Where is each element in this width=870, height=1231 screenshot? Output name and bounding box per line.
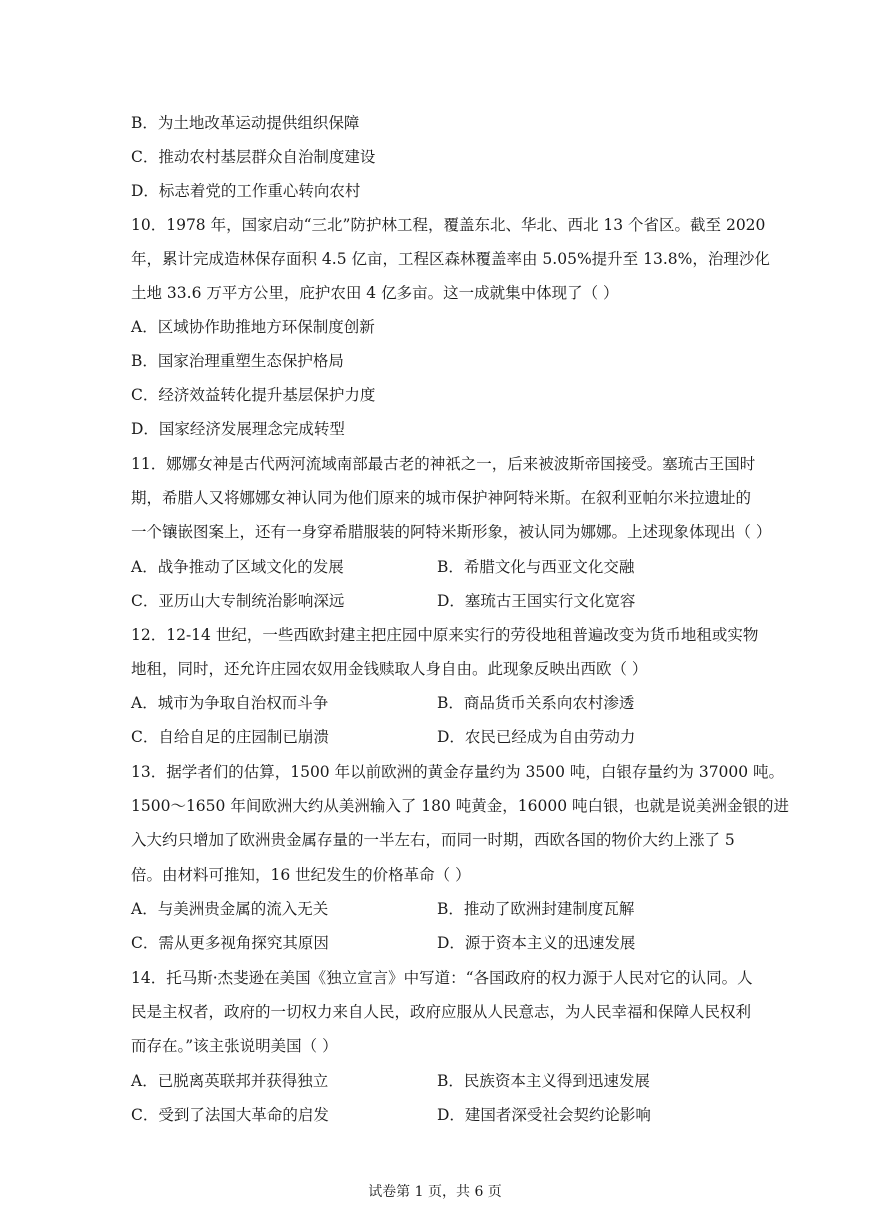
- q11-option-d: D．塞琉古王国实行文化宽容: [437, 592, 636, 610]
- q13-option-d: D．源于资本主义的迅速发展: [437, 934, 636, 952]
- q13-stem-line-2: 1500～1650 年间欧洲大约从美洲输入了 180 吨黄金，16000 吨白银，也就是说美洲金银的进: [131, 797, 789, 815]
- q12-stem-line-2: 地租，同时，还允许庄园农奴用金钱赎取人身自由。此现象反映出西欧（ ）: [131, 660, 648, 678]
- q13-stem-line-3: 入大约只增加了欧洲贵金属存量的一半左右，而同一时期，西欧各国的物价大约上涨了 5: [131, 831, 735, 849]
- q9-option-d: D．标志着党的工作重心转向农村: [131, 182, 361, 200]
- q10-option-d: D．国家经济发展理念完成转型: [131, 420, 345, 438]
- q14-stem-line-2: 民是主权者，政府的一切权力来自人民，政府应服从人民意志，为人民幸福和保障人民权利: [131, 1003, 752, 1021]
- q13-option-b: B．推动了欧洲封建制度瓦解: [437, 900, 635, 918]
- q10-stem-line-1: 10．1978 年，国家启动“三北”防护林工程，覆盖东北、华北、西北 13 个省区。截至 2020: [131, 216, 766, 234]
- q13-option-a: A．与美洲贵金属的流入无关: [131, 900, 329, 918]
- q14-stem-line-3: 而存在。”该主张说明美国（ ）: [131, 1037, 338, 1055]
- q11-option-b: B．希腊文化与西亚文化交融: [437, 558, 635, 576]
- q10-option-a: A．区域协作助推地方环保制度创新: [131, 318, 375, 336]
- q13-option-c: C．需从更多视角探究其原因: [131, 934, 329, 952]
- q13-stem-line-1: 13．据学者们的估算，1500 年以前欧洲的黄金存量约为 3500 吨，白银存量约为 37000 吨。: [131, 763, 785, 781]
- q10-stem-line-3: 土地 33.6 万平方公里，庇护农田 4 亿多亩。这一成就集中体现了（ ）: [131, 284, 619, 302]
- q14-option-c: C．受到了法国大革命的启发: [131, 1106, 329, 1124]
- page-footer: 试卷第 1 页，共 6 页: [368, 1184, 502, 1200]
- q11-stem-line-1: 11．娜娜女神是古代两河流域南部最古老的神祇之一，后来被波斯帝国接受。塞琉古王国时: [131, 455, 756, 473]
- q10-option-c: C．经济效益转化提升基层保护力度: [131, 386, 376, 404]
- q12-option-c: C．自给自足的庄园制已崩溃: [131, 728, 329, 746]
- q12-option-b: B．商品货币关系向农村渗透: [437, 694, 635, 712]
- q10-stem-line-2: 年，累计完成造林保存面积 4.5 亿亩，工程区森林覆盖率由 5.05%提升至 13.8%，治理沙化: [131, 250, 770, 268]
- q12-option-d: D．农民已经成为自由劳动力: [437, 728, 636, 746]
- q14-option-a: A．已脱离英联邦并获得独立: [131, 1072, 329, 1090]
- q10-option-b: B．国家治理重塑生态保护格局: [131, 352, 344, 370]
- q12-stem-line-1: 12．12-14 世纪，一些西欧封建主把庄园中原来实行的劳役地租普遍改变为货币地租或实物: [131, 626, 759, 644]
- q14-option-d: D．建国者深受社会契约论影响: [437, 1106, 651, 1124]
- q12-option-a: A．城市为争取自治权而斗争: [131, 694, 329, 712]
- q14-option-b: B．民族资本主义得到迅速发展: [437, 1072, 650, 1090]
- q13-stem-line-4: 倍。由材料可推知，16 世纪发生的价格革命（ ）: [131, 866, 471, 884]
- q11-option-a: A．战争推动了区域文化的发展: [131, 558, 344, 576]
- q11-stem-line-2: 期，希腊人又将娜娜女神认同为他们原来的城市保护神阿特米斯。在叙利亚帕尔米拉遗址的: [131, 489, 752, 507]
- q11-stem-line-3: 一个镶嵌图案上，还有一身穿希腊服装的阿特米斯形象，被认同为娜娜。上述现象体现出（ ）: [131, 523, 772, 541]
- q14-stem-line-1: 14．托马斯·杰斐逊在美国《独立宣言》中写道：“各国政府的权力源于人民对它的认同。人: [131, 969, 753, 987]
- q11-option-c: C．亚历山大专制统治影响深远: [131, 592, 345, 610]
- q9-option-b: B．为土地改革运动提供组织保障: [131, 114, 360, 132]
- q9-option-c: C．推动农村基层群众自治制度建设: [131, 148, 376, 166]
